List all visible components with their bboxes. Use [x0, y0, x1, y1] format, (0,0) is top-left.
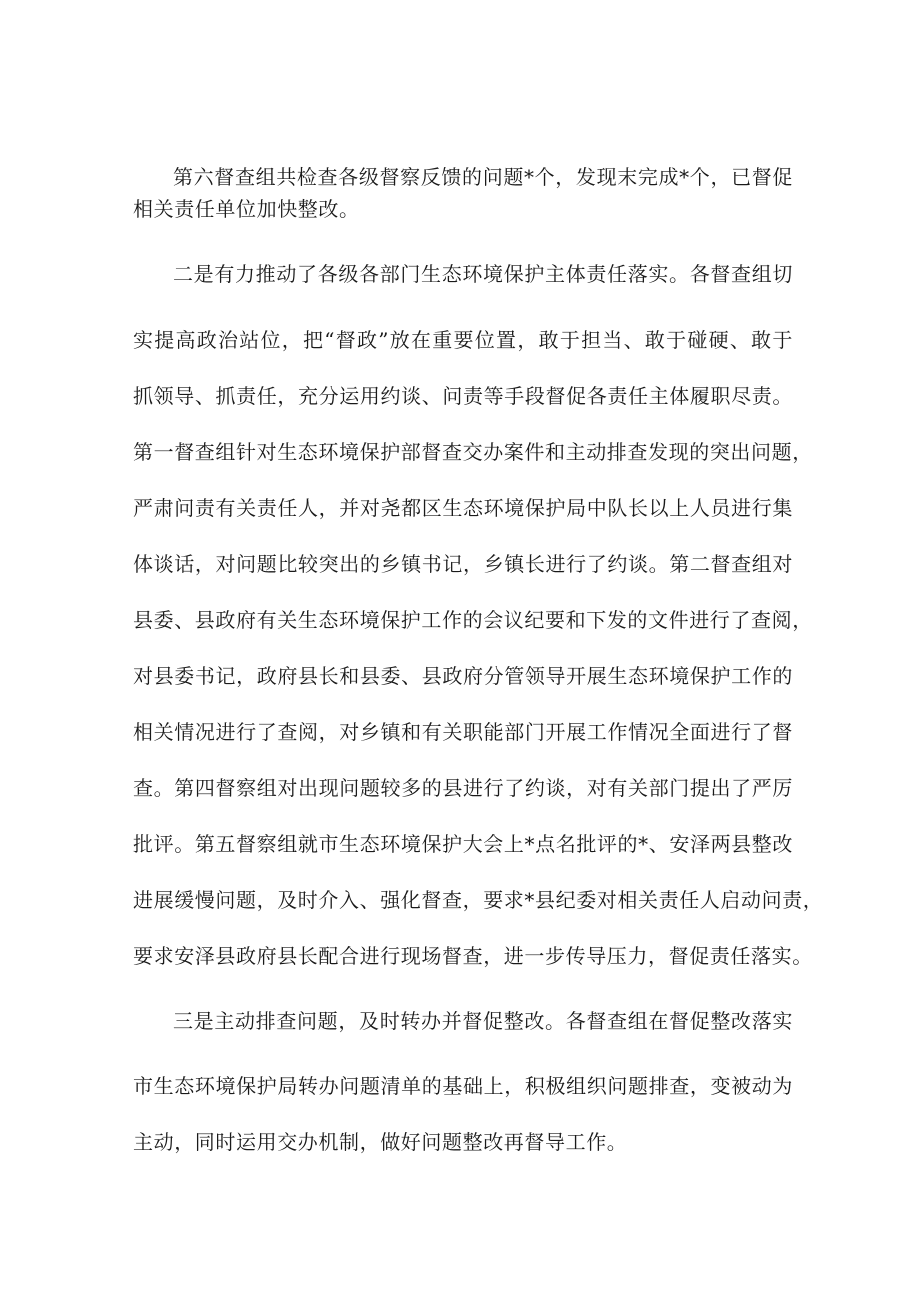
paragraph-2-line-13: 要求安泽县政府县长配合进行现场督查，进一步传导压力，督促责任落实。 [133, 944, 813, 968]
paragraph-2-line-9: 相关情况进行了查阅，对乡镇和有关职能部门开展工作情况全面进行了督 [133, 720, 793, 744]
paragraph-2-line-4: 第一督查组针对生态环境保护部督查交办案件和主动排查发现的突出问题， [133, 440, 813, 464]
paragraph-2-line-7: 县委、县政府有关生态环境保护工作的会议纪要和下发的文件进行了查阅， [133, 608, 813, 632]
paragraph-2-line-5: 严肃问责有关责任人，并对尧都区生态环境保护局中队长以上人员进行集 [133, 496, 793, 520]
paragraph-2-line-3: 抓领导、抓责任，充分运用约谈、问责等手段督促各责任主体履职尽责。 [133, 384, 793, 408]
paragraph-1-line-1: 第六督查组共检查各级督察反馈的问题*个，发现末完成*个，已督促 [173, 165, 793, 189]
paragraph-2-line-1: 二是有力推动了各级各部门生态环境保护主体责任落实。各督查组切 [173, 262, 793, 286]
paragraph-3-line-2: 市生态环境保护局转办问题清单的基础上，积极组织问题排查，变被动为 [133, 1074, 793, 1098]
paragraph-3-line-3: 主动，同时运用交办机制，做好问题整改再督导工作。 [133, 1130, 628, 1154]
paragraph-3-line-1: 三是主动排查问题，及时转办并督促整改。各督查组在督促整改落实 [173, 1009, 793, 1033]
paragraph-2-line-8: 对县委书记，政府县长和县委、县政府分管领导开展生态环境保护工作的 [133, 664, 793, 688]
paragraph-2-line-2: 实提高政治站位，把“督政”放在重要位置，敢于担当、敢于碰硬、敢于 [133, 328, 793, 352]
paragraph-1-line-2: 相关责任单位加快整改。 [133, 197, 360, 221]
paragraph-2-line-10: 查。第四督察组对出现问题较多的县进行了约谈，对有关部门提出了严厉 [133, 776, 793, 800]
paragraph-2-line-12: 进展缓慢问题，及时介入、强化督查，要求*县纪委对相关责任人启动问责， [133, 888, 824, 912]
paragraph-2-line-6: 体谈话，对问题比较突出的乡镇书记，乡镇长进行了约谈。第二督查组对 [133, 552, 793, 576]
paragraph-2-line-11: 批评。第五督察组就市生态环境保护大会上*点名批评的*、安泽两县整改 [133, 832, 793, 856]
